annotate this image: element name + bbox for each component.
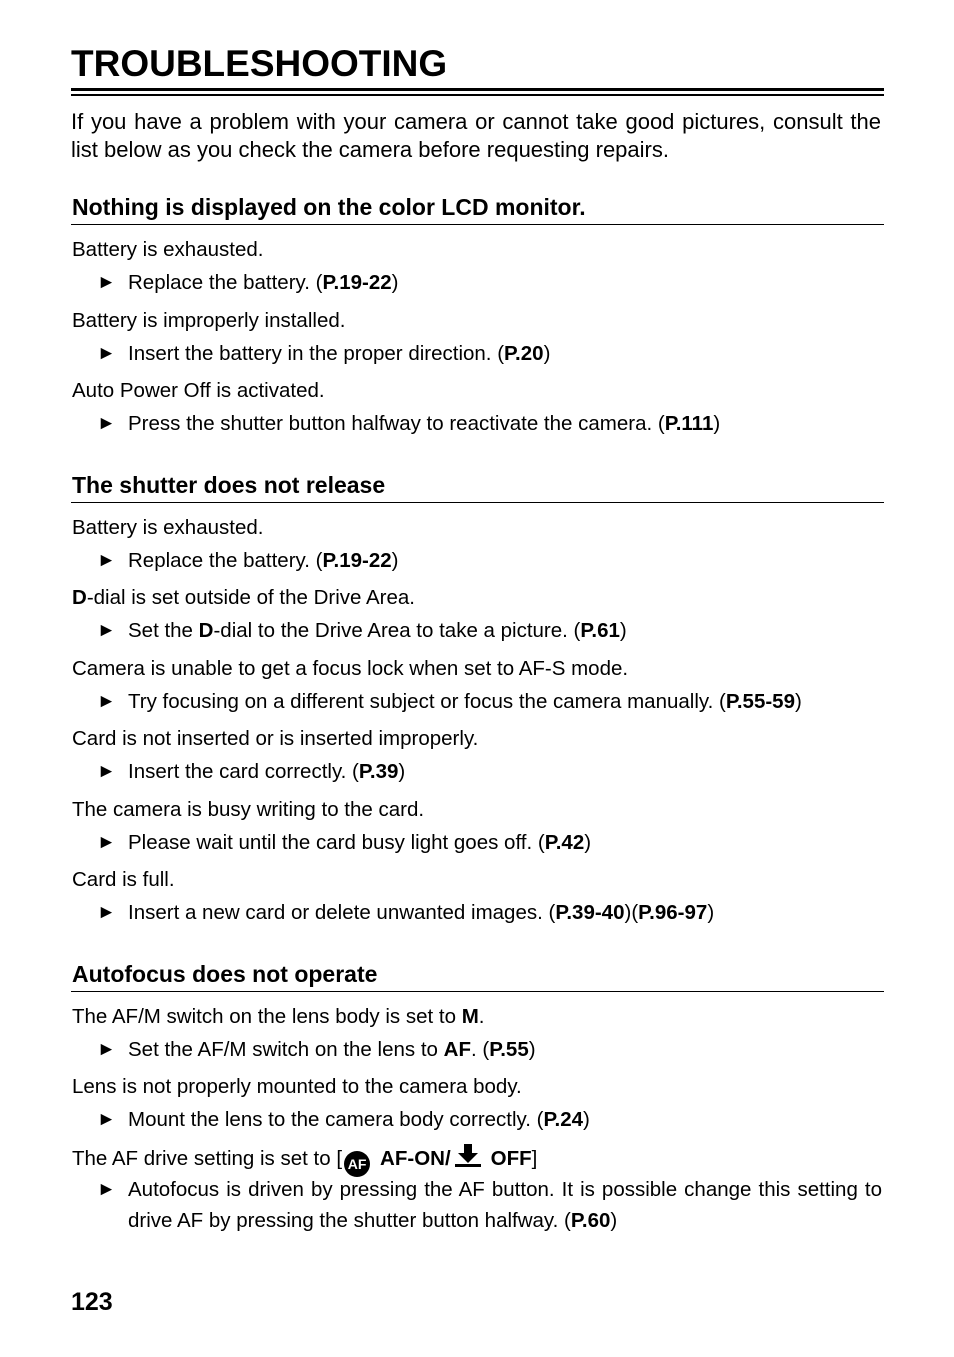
page-ref: P.19-22 [322,271,392,294]
arrow-icon: ► [97,832,116,853]
section-shutter [71,471,884,503]
page-ref: P.19-22 [322,549,392,572]
page-ref: P.20 [504,342,544,365]
arrow-icon: ► [97,761,116,782]
list-item [72,656,884,717]
problem-text: Card is not inserted or is inserted improperly. [72,727,479,750]
problem-text: D-dial is set outside of the Drive Area. [72,586,415,609]
arrow-icon: ► [97,550,116,571]
list-item [72,308,884,369]
intro-paragraph: If you have a problem with your camera or cannot take good pictures, consult the list below as you check the camera before requesting repairs. [71,109,881,162]
fix-text: ► Set the D-dial to the Drive Area to take a picture. (P.61) [72,615,884,646]
arrow-icon: ► [97,902,116,923]
problem-text: Lens is not properly mounted to the camera body. [72,1075,522,1098]
problem-text: The AF/M switch on the lens body is set to M. [72,1005,485,1028]
page-ref: P.24 [543,1108,584,1131]
arrow-icon: ► [97,413,116,434]
af-circle-icon: AF [344,1151,370,1177]
arrow-icon: ► [97,272,116,293]
fix-text: ► Mount the lens to the camera body correctly. (P.24) [72,1104,884,1135]
fix-text: ► Autofocus is driven by pressing the AF button. It is possible change this setting to drive AF by pressing the shutter button halfway. (P.60) [72,1174,882,1236]
page-ref: P.96-97 [638,901,708,924]
arrow-icon: ► [97,620,116,641]
fix-text: ► Insert the battery in the proper direction. (P.20) [72,338,884,369]
page-ref: P.55-59 [725,690,795,713]
problem-text: Battery is exhausted. [72,238,264,261]
page-title: TROUBLESHOOTING [71,43,448,84]
section-heading: Autofocus does not operate [72,961,378,987]
fix-text: ► Replace the battery. (P.19-22) [72,267,884,298]
problem-text: The camera is busy writing to the card. [72,798,425,821]
page-ref: P.60 [570,1209,611,1232]
fix-text: ► Press the shutter button halfway to reactivate the camera. (P.111) [72,408,884,439]
arrow-icon: ► [97,343,116,364]
af-label: AF [443,1038,471,1061]
section-heading: Nothing is displayed on the color LCD monitor. [72,194,586,220]
arrow-icon: ► [97,1109,116,1130]
list-item [72,378,884,439]
fix-text: ► Insert the card correctly. (P.39) [72,756,884,787]
page-number: 123 [71,1288,113,1316]
section-lcd [71,193,884,225]
list-item [72,237,884,298]
title-rule [71,88,884,97]
fix-text: ► Replace the battery. (P.19-22) [72,545,884,576]
arrow-icon: ► [97,1179,116,1200]
page-ref: P.111 [664,412,714,435]
download-arrow-icon [453,1144,483,1168]
fix-text: ► Set the AF/M switch on the lens to AF. (P.55) [72,1034,884,1065]
problem-text: Battery is exhausted. [72,516,264,539]
fix-text: ► Try focusing on a different subject or focus the camera manually. (P.55-59) [72,686,884,717]
problem-text: The AF drive setting is set to [ AF AF-ON/ OFF] [72,1144,884,1174]
fix-text: ► Please wait until the card busy light goes off. (P.42) [72,827,884,858]
list-item [72,1144,884,1236]
list-item [72,1004,884,1065]
problem-text: Camera is unable to get a focus lock when set to AF-S mode. [72,657,629,680]
list-item [72,867,884,928]
arrow-icon: ► [97,691,116,712]
page-ref: P.61 [580,619,620,642]
page-ref: P.42 [544,831,585,854]
page-ref: P.39 [358,760,399,783]
page-ref: P.39-40 [555,901,625,924]
list-item [72,797,884,858]
fix-text: ► Insert a new card or delete unwanted images. (P.39-40)(P.96-97) [72,897,884,928]
problem-text: Battery is improperly installed. [72,309,346,332]
list-item [72,515,884,576]
problem-text: Auto Power Off is activated. [72,379,325,402]
list-item [72,726,884,787]
list-item [72,585,884,646]
list-item [72,1074,884,1135]
section-autofocus [71,960,884,992]
arrow-icon: ► [97,1039,116,1060]
section-heading: The shutter does not release [72,472,386,498]
page-ref: P.55 [489,1038,529,1061]
problem-text: Card is full. [72,868,175,891]
